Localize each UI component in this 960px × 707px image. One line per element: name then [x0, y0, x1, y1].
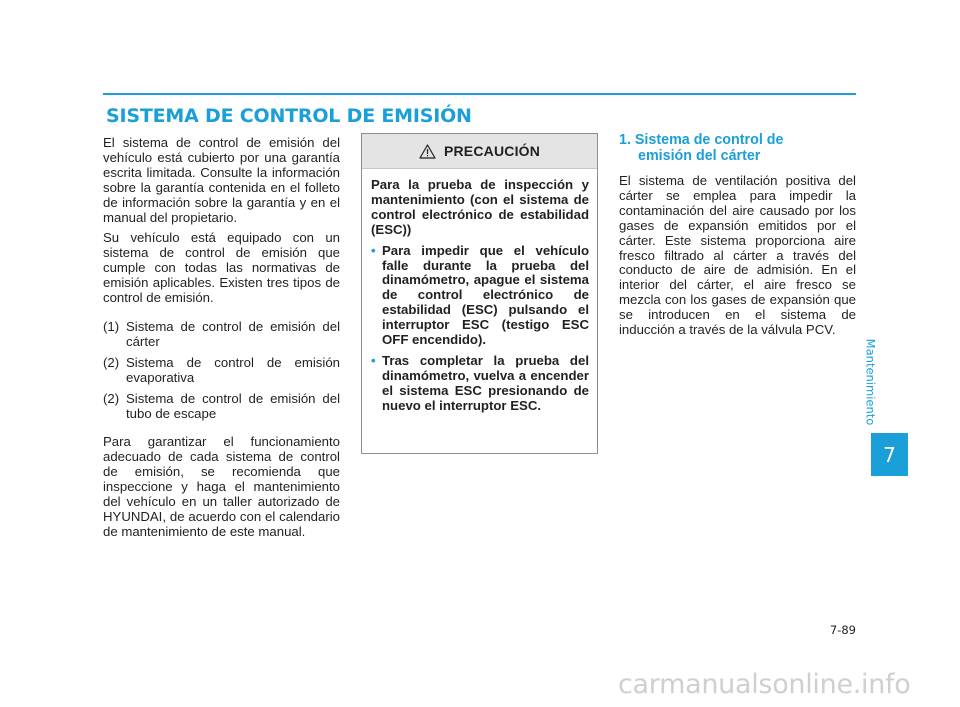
- list-item-text: Sistema de control de emisión evaporativa: [126, 354, 340, 385]
- sub-heading: [619, 133, 856, 164]
- sub-heading-line: 1. Sistema de control de: [619, 132, 784, 148]
- top-rule: [103, 93, 856, 95]
- caution-bullet-text: Tras completar la prueba del dinamómetro, vuelva a encender el sistema ESC presionando de nuevo el interruptor ESC.: [382, 352, 589, 413]
- page-number: 7-89: [829, 623, 856, 637]
- bullet-dot-icon: •: [371, 242, 376, 258]
- list-item-number: (2): [103, 354, 120, 370]
- right-column: [619, 133, 856, 344]
- caution-header: [362, 134, 597, 169]
- chapter-tab: 7: [871, 433, 908, 476]
- intro-paragraph: El sistema de control de emisión del vehículo está cubierto por una garantía escrita limitada. Consulte la información sobre la garantía contenida en el folleto de información sobre la garantía y en el manual del propietario.: [103, 135, 340, 225]
- list-item: [103, 320, 340, 350]
- body-paragraph: El sistema de ventilación positiva del cárter se emplea para impedir la contaminación del aire causado por los gases de expansión emitidos por el cárter. Este sistema proporciona aire fresco filtrado al cárter a través del conducto de aire de admisión. En el interior del cárter, el aire fresco se mezcla con los gases de expansión que se introducen en el sistema de inducción a través de la válvula PCV.: [619, 173, 856, 338]
- list-item-text: Sistema de control de emisión del tubo de escape: [126, 390, 340, 421]
- bullet-dot-icon: •: [371, 352, 376, 368]
- caution-intro: Para la prueba de inspección y mantenimiento (con el sistema de control electrónico de estabilidad (ESC)): [371, 177, 589, 237]
- list-item-number: (2): [103, 390, 120, 406]
- watermark: carmanualsonline.info: [618, 669, 911, 700]
- list-item: [103, 392, 340, 422]
- sub-heading-line: emisión del cárter: [638, 147, 761, 164]
- warning-triangle-icon: [419, 144, 436, 159]
- closing-paragraph: Para garantizar el funcionamiento adecuado de cada sistema de control de emisión, se recomienda que inspeccione y haga el mantenimiento del vehículo en un taller autorizado de HYUNDAI, de acuerdo con el calendario de mantenimiento de este manual.: [103, 434, 340, 539]
- section-title: SISTEMA DE CONTROL DE EMISIÓN: [106, 105, 472, 127]
- caution-bullet: [371, 244, 589, 348]
- caution-title: PRECAUCIÓN: [443, 143, 541, 159]
- caution-bullet-text: Para impedir que el vehículo falle durante la prueba del dinamómetro, apague el sistema de control electrónico de estabilidad (ESC) pulsando el interruptor ESC (testigo ESC OFF encendido).: [382, 242, 589, 348]
- caution-body: [362, 169, 597, 414]
- list-item: [103, 356, 340, 386]
- list-item-number: (1): [103, 318, 120, 334]
- intro-paragraph: Su vehículo está equipado con un sistema de control de emisión que cumple con todas las normativas de emisión aplicables. Existen tres tipos de control de emisión.: [103, 230, 340, 306]
- list-item-text: Sistema de control de emisión del cárter: [126, 318, 340, 349]
- emission-control-list: [103, 320, 340, 421]
- left-column: [103, 136, 340, 546]
- caution-bullet: [371, 354, 589, 414]
- side-chapter-label: [857, 340, 883, 423]
- side-chapter-label-text: Mantenimiento: [863, 338, 878, 425]
- caution-box: [361, 133, 598, 454]
